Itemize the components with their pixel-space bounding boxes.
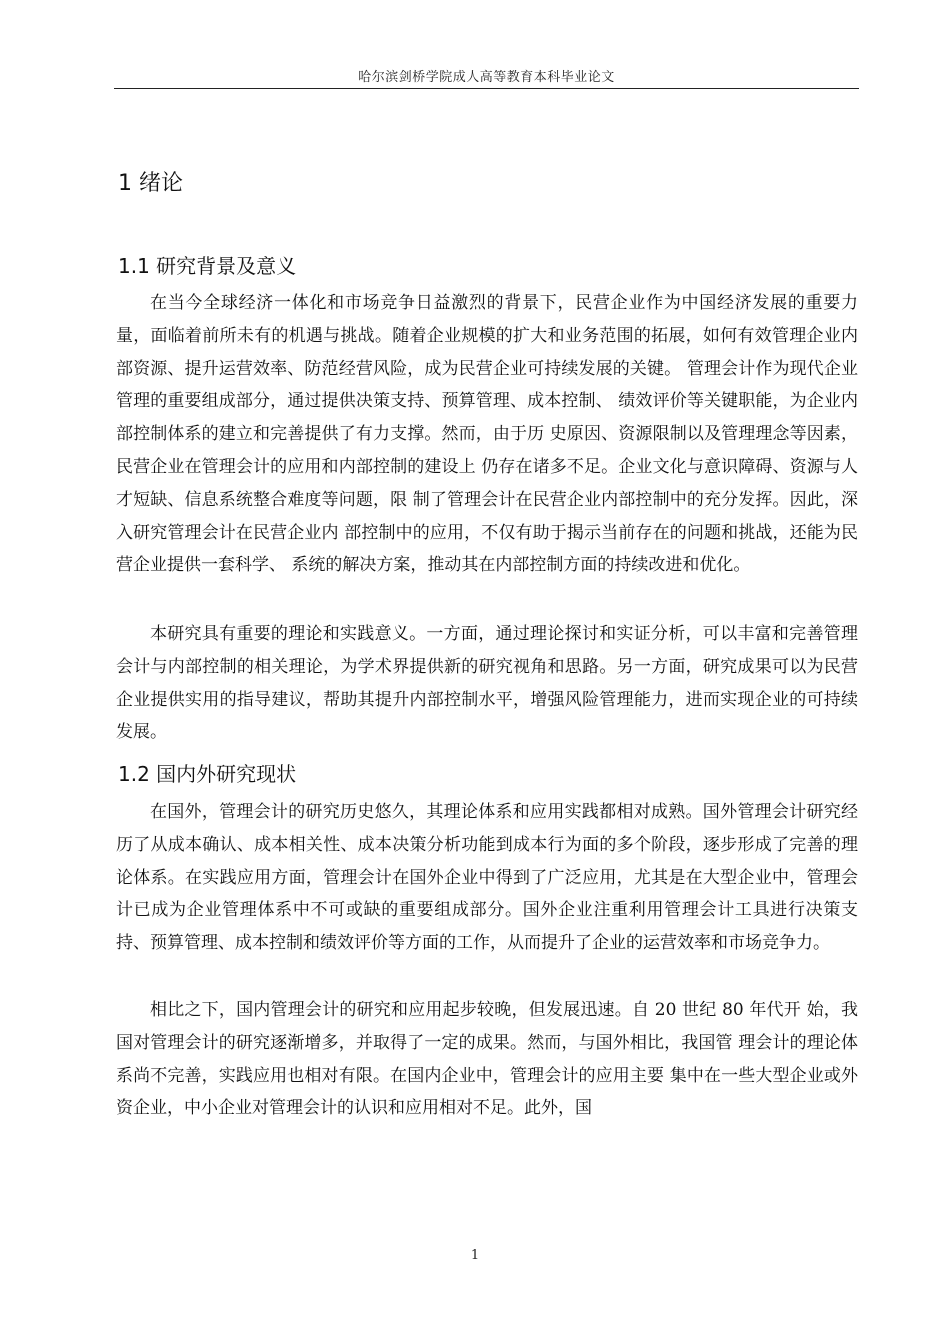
page-header — [114, 66, 859, 89]
paragraph-domestic-research: 相比之下，国内管理会计的研究和应用起步较晚，但发展迅速。自 20 世纪 80 年代开 始，我国对管理会计的研究逐渐增多，并取得了一定的成果。然而，与国外相比，我国管 理会计的理论体系尚不完善，实践应用也相对有限。在国内企业中，管理会计的应用主要 集中在一些大型企业或外资企业，中小企业对管理会计的认识和应用相对不足。此外，国 — [116, 1000, 858, 1119]
chapter-title: 1 绪论 — [118, 171, 183, 196]
paragraph-significance: 本研究具有重要的理论和实践意义。一方面，通过理论探讨和实证分析，可以丰富和完善管理会计与内部控制的相关理论，为学术界提供新的研究视角和思路。另一方面，研究成果可以为民营企业提供实用的指导建议，帮助其提升内部控制水平，增强风险管理能力，进而实现企业的可持续发展。 — [116, 624, 858, 743]
page-number: 1 — [470, 1248, 480, 1263]
header-title: 哈尔滨剑桥学院成人高等教育本科毕业论文 — [358, 70, 615, 85]
section-title-1-2: 1.2 国内外研究现状 — [118, 762, 297, 786]
paragraph-background: 在当今全球经济一体化和市场竞争日益激烈的背景下，民营企业作为中国经济发展的重要力量，面临着前所未有的机遇与挑战。随着企业规模的扩大和业务范围的拓展，如何有效管理企业内部资源、提升运营效率、防范经营风险，成为民营企业可持续发展的关键。 管理会计作为现代企业管理的重要组成部分，通过提供决策支持、预算管理、成本控制、 绩效评价等关键职能，为企业内部控制体系的建立和完善提供了有力支撑。然而，由于历 史原因、资源限制以及管理理念等因素，民营企业在管理会计的应用和内部控制的建设上 仍存在诸多不足。企业文化与意识障碍、资源与人才短缺、信息系统整合难度等问题，限 制了管理会计在民营企业内部控制中的充分发挥。因此，深入研究管理会计在民营企业内 部控制中的应用，不仅有助于揭示当前存在的问题和挑战，还能为民营企业提供一套科学、 系统的解决方案，推动其在内部控制方面的持续改进和优化。 — [116, 293, 858, 576]
section-title-1-1: 1.1 研究背景及意义 — [118, 254, 297, 278]
paragraph-foreign-research: 在国外，管理会计的研究历史悠久，其理论体系和应用实践都相对成熟。国外管理会计研究经历了从成本确认、成本相关性、成本决策分析功能到成本行为面的多个阶段，逐步形成了完善的理论体系。在实践应用方面，管理会计在国外企业中得到了广泛应用，尤其是在大型企业中，管理会计已成为企业管理体系中不可或缺的重要组成部分。国外企业注重利用管理会计工具进行决策支持、预算管理、成本控制和绩效评价等方面的工作，从而提升了企业的运营效率和市场竞争力。 — [116, 802, 858, 954]
